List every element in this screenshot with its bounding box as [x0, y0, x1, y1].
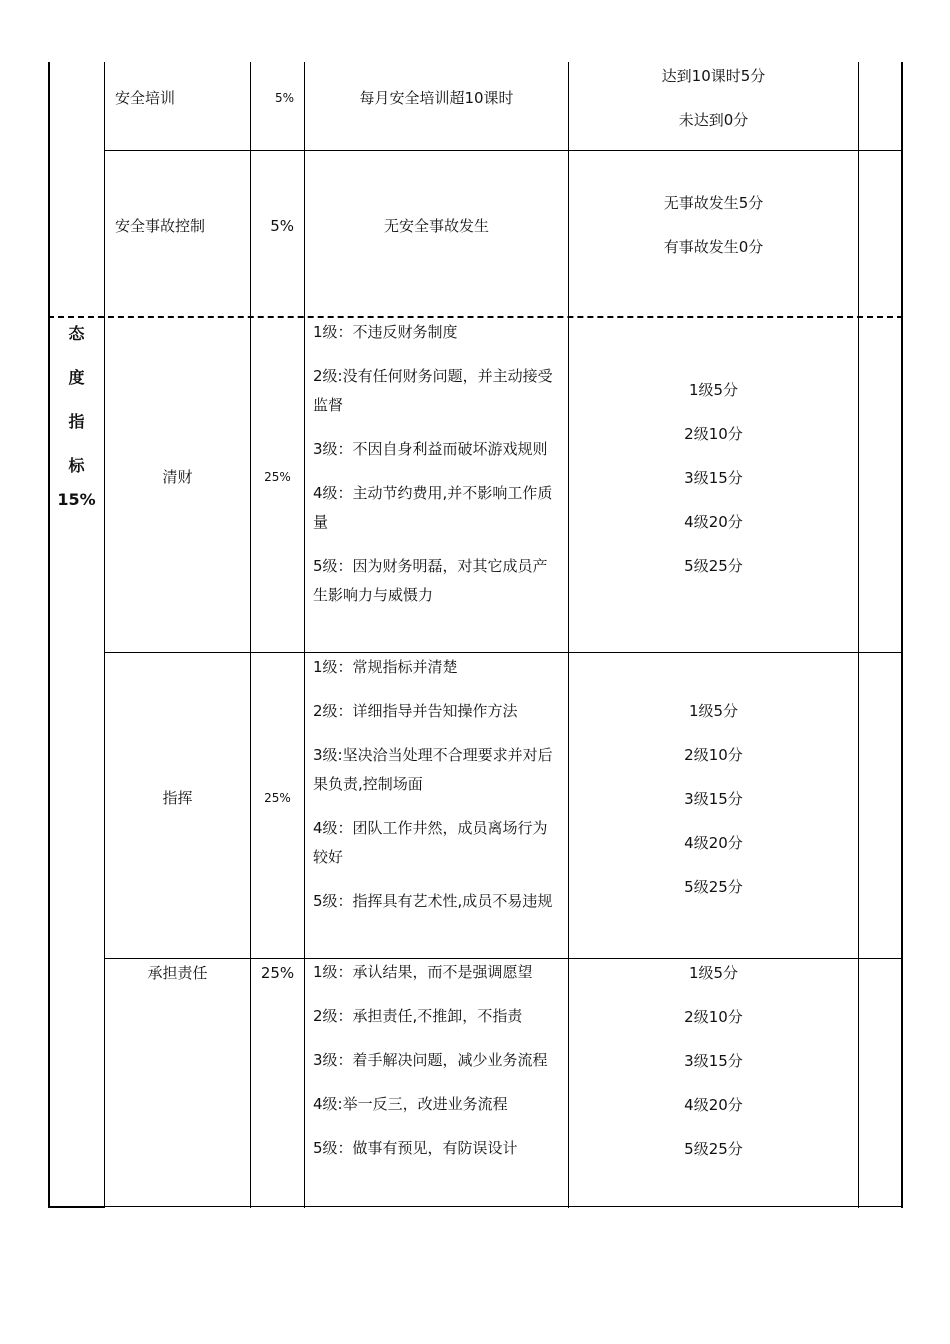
item-weight: 25%: [264, 470, 291, 484]
col-divider-5: [858, 62, 859, 1208]
standard-level: 5级：因为财务明磊，对其它成员产生影响力与威慑力: [313, 557, 548, 604]
standard-level: 2级：详细指导并告知操作方法: [313, 702, 518, 720]
item-scores: [569, 54, 858, 142]
item-standard: 每月安全培训超10课时: [359, 89, 514, 107]
standard-level: 1级：常规指标并清楚: [313, 658, 458, 676]
score-line: 3级15分: [684, 790, 743, 808]
table-bottom-inner: [104, 1206, 903, 1207]
item-scores: [569, 181, 858, 269]
score-line: 无事故发生5分: [663, 194, 764, 212]
standard-level: 3级：不因自身利益而破坏游戏规则: [313, 440, 548, 458]
item-name: 指挥: [162, 789, 193, 807]
score-line: 4级20分: [684, 513, 743, 531]
score-line: 3级15分: [684, 1052, 743, 1070]
standard-level: 1级：承认结果，而不是强调愿望: [313, 963, 533, 981]
score-line: 达到10课时5分: [661, 67, 766, 85]
item-weight: 5%: [274, 91, 294, 105]
score-line: 1级5分: [688, 381, 739, 399]
score-line: 2级10分: [684, 746, 743, 764]
item-standard: [305, 958, 568, 1178]
score-line: 4级20分: [684, 1096, 743, 1114]
table-border-left: [48, 62, 50, 1208]
category-label: [49, 312, 104, 512]
item-name: 安全培训: [115, 89, 176, 107]
score-line: 1级5分: [688, 964, 739, 982]
category-char: 标: [68, 456, 85, 475]
category-char: 度: [68, 368, 85, 387]
table-border-right: [901, 62, 903, 1208]
standard-level: 1级：不违反财务制度: [313, 323, 458, 341]
item-scores: [569, 368, 858, 588]
score-line: 5级25分: [684, 878, 743, 896]
standard-level: 4级:举一反三，改进业务流程: [313, 1095, 508, 1113]
standard-level: 3级：着手解决问题，减少业务流程: [313, 1051, 548, 1069]
item-weight: 25%: [264, 791, 291, 805]
standard-level: 4级：团队工作井然，成员离场行为较好: [313, 819, 548, 866]
item-scores: [569, 689, 858, 909]
table-bottom-left: [48, 1206, 104, 1208]
category-weight: 15%: [57, 490, 96, 509]
item-name: 清财: [162, 468, 193, 486]
score-line: 2级10分: [684, 425, 743, 443]
score-line: 5级25分: [684, 1140, 743, 1158]
standard-level: 2级:没有任何财务问题，并主动接受监督: [313, 367, 553, 414]
score-line: 5级25分: [684, 557, 743, 575]
score-line: 有事故发生0分: [663, 238, 764, 256]
category-char: 指: [68, 412, 85, 431]
item-standard: 无安全事故发生: [383, 217, 489, 235]
item-standard: [305, 653, 568, 931]
score-line: 2级10分: [684, 1008, 743, 1026]
standard-level: 3级:坚决洽当处理不合理要求并对后果负责,控制场面: [313, 746, 553, 793]
standard-level: 4级：主动节约费用,并不影响工作质量: [313, 484, 553, 531]
standard-level: 5级：做事有预见，有防误设计: [313, 1139, 518, 1157]
standard-level: 2级：承担责任,不推卸，不指责: [313, 1007, 523, 1025]
item-weight: 25%: [260, 964, 295, 982]
score-line: 3级15分: [684, 469, 743, 487]
standard-level: 5级：指挥具有艺术性,成员不易违规: [313, 892, 553, 910]
item-scores: [569, 951, 858, 1171]
score-line: 4级20分: [684, 834, 743, 852]
item-name: 承担责任: [147, 964, 208, 982]
category-char: 态: [68, 324, 85, 343]
item-name: 安全事故控制: [115, 217, 206, 235]
item-standard: [305, 318, 568, 625]
score-line: 1级5分: [688, 702, 739, 720]
score-line: 未达到0分: [678, 111, 749, 129]
item-weight: 5%: [270, 217, 294, 235]
